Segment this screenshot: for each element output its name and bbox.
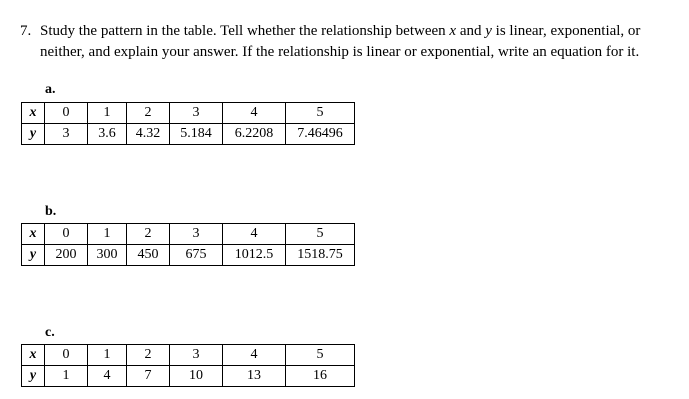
x-cell: 3: [170, 224, 223, 245]
table-b-label: b.: [45, 204, 57, 219]
table-row-x: [22, 345, 355, 366]
table-row-y: [22, 124, 355, 145]
x-cell: 5: [286, 103, 355, 124]
y-header-cell: y: [22, 245, 45, 266]
table-b: [21, 223, 355, 266]
x-cell: 1: [88, 224, 127, 245]
x-cell: 4: [223, 345, 286, 366]
x-cell: 0: [45, 103, 88, 124]
x-cell: 4: [223, 103, 286, 124]
y-cell: 200: [45, 245, 88, 266]
x-cell: 3: [170, 103, 223, 124]
table-c: [21, 344, 355, 387]
y-cell: 6.2208: [223, 124, 286, 145]
y-header-cell: y: [22, 124, 45, 145]
y-cell: 3: [45, 124, 88, 145]
x-cell: 1: [88, 345, 127, 366]
x-cell: 4: [223, 224, 286, 245]
y-cell: 1518.75: [286, 245, 355, 266]
y-cell: 4: [88, 366, 127, 387]
y-cell: 300: [88, 245, 127, 266]
y-cell: 4.32: [127, 124, 170, 145]
problem-text-part: Study the pattern in the table. Tell whether the relationship between: [40, 23, 450, 39]
x-cell: 2: [127, 103, 170, 124]
y-header-cell: y: [22, 366, 45, 387]
variable-y: y: [485, 23, 492, 39]
table-a: [21, 102, 355, 145]
y-cell: 675: [170, 245, 223, 266]
x-cell: 5: [286, 224, 355, 245]
x-cell: 1: [88, 103, 127, 124]
x-cell: 5: [286, 345, 355, 366]
x-cell: 2: [127, 224, 170, 245]
y-cell: 10: [170, 366, 223, 387]
y-cell: 1: [45, 366, 88, 387]
table-row-y: [22, 245, 355, 266]
problem-text: [40, 21, 680, 63]
problem-statement: [20, 21, 680, 63]
x-cell: 0: [45, 224, 88, 245]
problem-number: 7.: [20, 23, 32, 39]
x-cell: 3: [170, 345, 223, 366]
variable-x: x: [449, 23, 457, 39]
x-header-cell: x: [22, 224, 45, 245]
table-row-x: [22, 224, 355, 245]
problem-text-part: is linear, exponential, or neither, and explain your answer. If the relationship is linear or exponential, write an equation for it.: [40, 23, 641, 60]
y-cell: 5.184: [170, 124, 223, 145]
y-cell: 7: [127, 366, 170, 387]
table-row-x: [22, 103, 355, 124]
table-a-label: a.: [45, 82, 56, 97]
y-cell: 7.46496: [286, 124, 355, 145]
y-cell: 16: [286, 366, 355, 387]
y-cell: 1012.5: [223, 245, 286, 266]
y-cell: 450: [127, 245, 170, 266]
y-cell: 13: [223, 366, 286, 387]
x-cell: 2: [127, 345, 170, 366]
x-header-cell: x: [22, 103, 45, 124]
y-cell: 3.6: [88, 124, 127, 145]
table-row-y: [22, 366, 355, 387]
table-c-label: c.: [45, 325, 55, 340]
problem-text-part: and: [456, 23, 486, 39]
x-cell: 0: [45, 345, 88, 366]
x-header-cell: x: [22, 345, 45, 366]
